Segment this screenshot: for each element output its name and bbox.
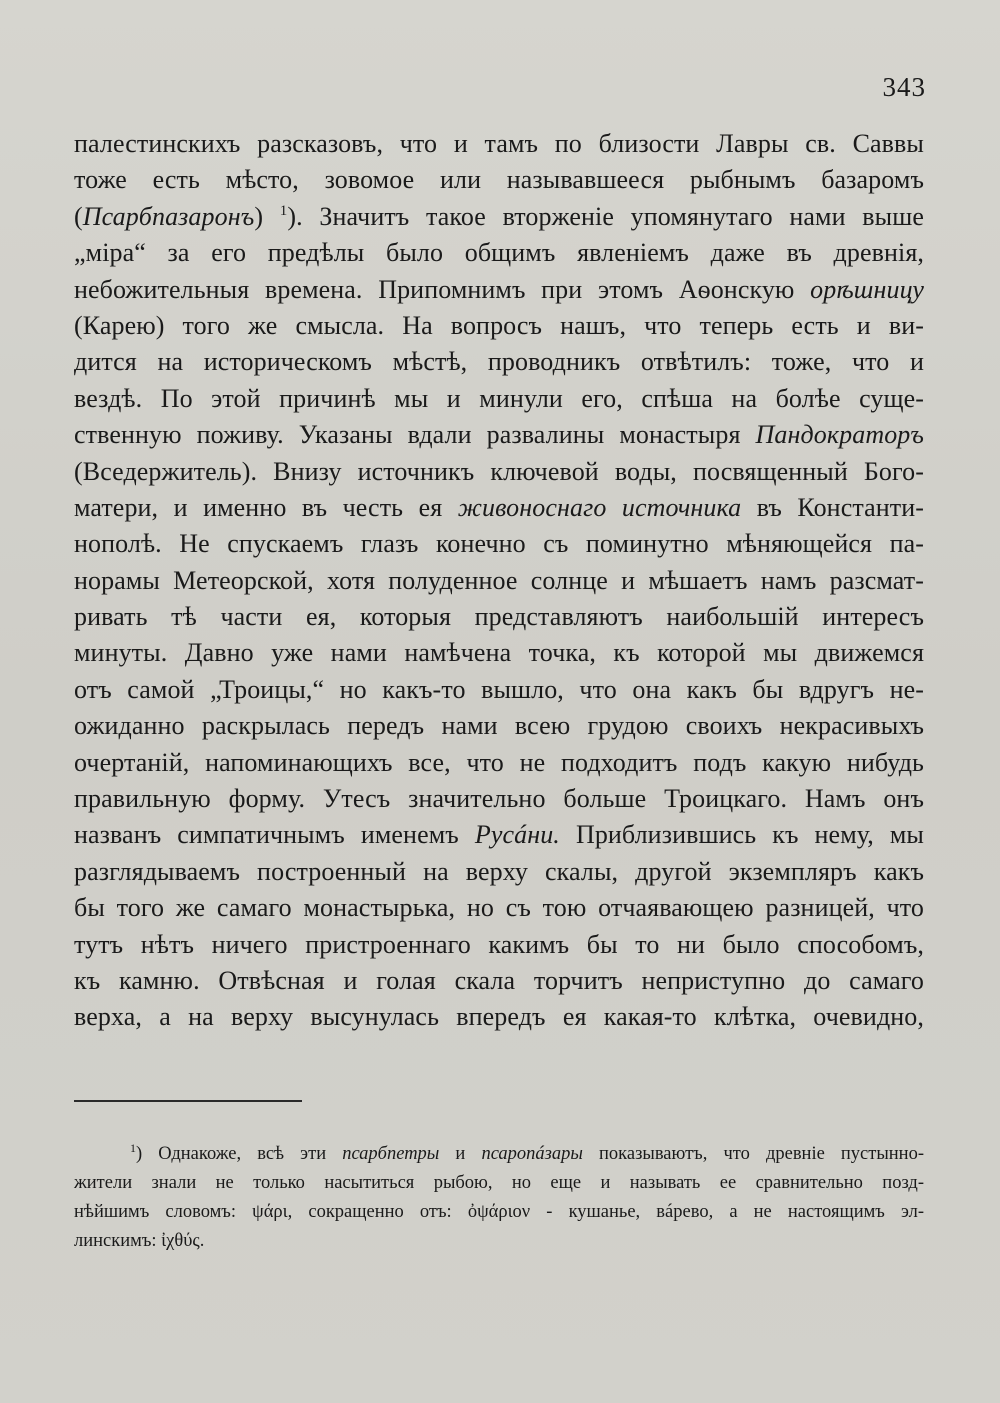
body-line bbox=[74, 745, 924, 781]
text-run: ). Значитъ такое вторженіе упомянутаго нами выше bbox=[287, 201, 924, 231]
text-run: и bbox=[439, 1144, 482, 1164]
footnotes bbox=[74, 1140, 924, 1256]
text-run: „міра“ за его предѣлы было общимъ явленіемъ даже въ древнія, bbox=[74, 238, 924, 268]
body-line bbox=[74, 272, 924, 308]
text-run: ожиданно раскрылась передъ нами всею грудою своихъ некрасивыхъ bbox=[74, 711, 924, 741]
body-line bbox=[74, 890, 924, 926]
text-run: линскимъ: ἰχθύς. bbox=[74, 1231, 205, 1251]
footnote-marker: 1 bbox=[279, 202, 288, 219]
text-run: норамы Метеорской, хотя полуденное солнце и мѣшаетъ намъ разсмат- bbox=[74, 565, 924, 595]
text-run: минуты. Давно уже нами намѣчена точка, къ которой мы движемся bbox=[74, 638, 924, 668]
text-run: дится на историческомъ мѣстѣ, проводникъ отвѣтилъ: тоже, что и bbox=[74, 347, 924, 377]
body-line bbox=[74, 162, 924, 198]
text-run: нѣйшимъ словомъ: ψάρι, сокращенно отъ: ὀψάριον - кушанье, вáрево, а не настоящимъ эл- bbox=[74, 1202, 924, 1222]
text-run: матери, и именно въ честь ея bbox=[74, 492, 458, 522]
text-run: палестинскихъ разсказовъ, что и тамъ по близости Лавры св. Саввы bbox=[74, 129, 924, 158]
italic-text: Русáни. bbox=[474, 820, 560, 850]
body-line bbox=[74, 635, 924, 671]
page-number: 343 bbox=[882, 72, 926, 102]
body-text bbox=[74, 126, 924, 1036]
text-run: правильную форму. Утесъ значительно больше Троицкаго. Намъ онъ bbox=[74, 784, 924, 814]
body-line bbox=[74, 344, 924, 380]
footnote-line bbox=[74, 1227, 924, 1256]
body-line bbox=[74, 927, 924, 963]
italic-text: псарбпетры bbox=[342, 1144, 440, 1164]
text-run: (Карею) того же смысла. На вопросъ нашъ, что теперь есть и ви- bbox=[74, 310, 924, 340]
body-line bbox=[74, 526, 924, 562]
text-run: въ Константи- bbox=[741, 492, 924, 522]
body-line bbox=[74, 817, 924, 853]
italic-text: живоноснаго источника bbox=[457, 492, 742, 522]
body-line bbox=[74, 672, 924, 708]
text-run: вездѣ. По этой причинѣ мы и минули его, спѣша на болѣе суще- bbox=[74, 383, 924, 413]
text-run: нополѣ. Не спускаемъ глазъ конечно съ поминутно мѣняющейся па- bbox=[74, 529, 924, 559]
italic-text: Псарбпазаронъ bbox=[82, 201, 255, 231]
italic-text: псаропáзары bbox=[481, 1144, 583, 1164]
text-run: тутъ нѣтъ ничего пристроеннаго какимъ бы то ни было способомъ, bbox=[74, 929, 924, 959]
text-run: ) bbox=[254, 201, 280, 231]
body-line bbox=[74, 417, 924, 453]
footnote-line bbox=[74, 1198, 924, 1227]
text-run: тоже есть мѣсто, зовомое или называвшееся рыбнымъ базаромъ bbox=[74, 165, 924, 195]
text-run: небожительныя времена. Припомнимъ при этомъ Аѳонскую bbox=[74, 274, 811, 304]
body-line bbox=[74, 563, 924, 599]
body-line bbox=[74, 490, 924, 526]
body-line bbox=[74, 963, 924, 999]
italic-text: орѣшницу bbox=[810, 274, 924, 304]
body-line bbox=[74, 599, 924, 635]
text-run: очертаній, напоминающихъ все, что не подходитъ подъ какую нибудь bbox=[74, 747, 924, 777]
body-line bbox=[74, 381, 924, 417]
body-line bbox=[74, 308, 924, 344]
footnote-separator bbox=[74, 1100, 302, 1102]
text-run: отъ самой „Троицы,“ но какъ-то вышло, что она какъ бы вдругъ не- bbox=[74, 674, 924, 704]
text-run: къ камню. Отвѣсная и голая скала торчитъ неприступно до самаго bbox=[74, 965, 924, 995]
body-line bbox=[74, 454, 924, 490]
body-line bbox=[74, 999, 924, 1035]
footnote-marker: 1 bbox=[130, 1141, 136, 1155]
italic-text: Пандократоръ bbox=[755, 420, 924, 450]
body-line bbox=[74, 708, 924, 744]
text-run: ( bbox=[74, 201, 83, 231]
text-run: жители знали не только насытиться рыбою, но еще и называть ее сравнительно позд- bbox=[74, 1173, 924, 1193]
footnote-line bbox=[74, 1169, 924, 1198]
body-line bbox=[74, 854, 924, 890]
body-line bbox=[74, 199, 924, 235]
text-run: показываютъ, что древніе пустынно- bbox=[582, 1144, 924, 1164]
text-run: ственную поживу. Указаны вдали развалины монастыря bbox=[74, 420, 756, 450]
text-run: ) Однакоже, всѣ эти bbox=[136, 1144, 343, 1164]
text-run: (Вседержитель). Внизу источникъ ключевой воды, посвященный Бого- bbox=[74, 456, 924, 486]
text-run: разглядываемъ построенный на верху скалы, другой экземпляръ какъ bbox=[74, 856, 924, 886]
text-run: ривать тѣ части ея, которыя представляютъ наибольшій интересъ bbox=[74, 602, 924, 632]
text-run: названъ симпатичнымъ именемъ bbox=[74, 820, 475, 850]
body-line bbox=[74, 235, 924, 271]
body-line bbox=[74, 126, 924, 162]
text-run: верха, а на верху высунулась впередъ ея какая-то клѣтка, очевидно, bbox=[74, 1002, 924, 1032]
text-run: бы того же самаго монастырька, но съ тою отчаявающею разницей, что bbox=[74, 893, 924, 923]
footnote-line bbox=[74, 1140, 924, 1169]
text-run: Приблизившись къ нему, мы bbox=[559, 820, 924, 850]
body-line bbox=[74, 781, 924, 817]
